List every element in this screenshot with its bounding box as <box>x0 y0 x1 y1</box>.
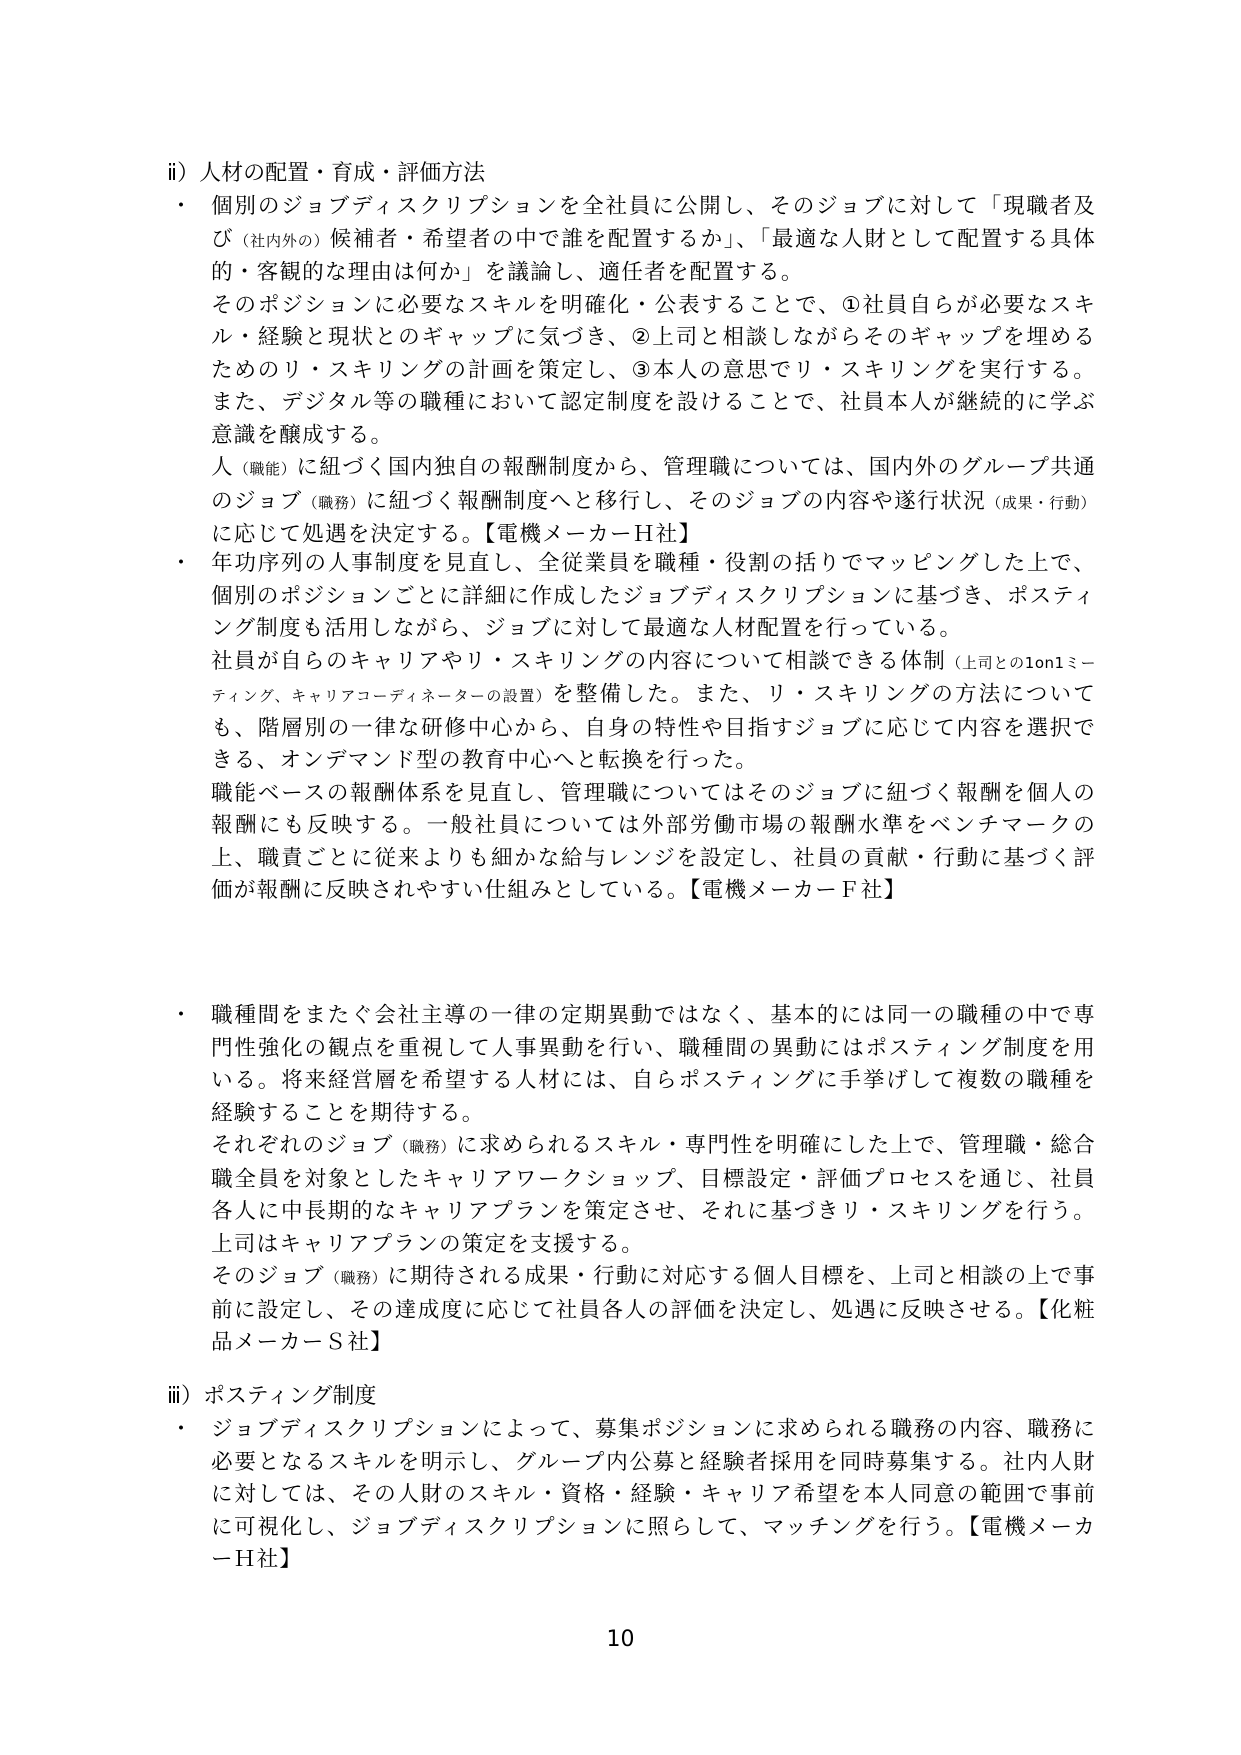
paragraph: 職能ベースの報酬体系を見直し、管理職についてはそのジョブに紐づく報酬を個人の報酬にも反映する。一般社員については外部労働市場の報酬水準をベンチマークの上、職責ごとに従来よりも細かな給与レンジを設定し、社員の貢献・行動に基づく評価が報酬に反映されやすい仕組みとしている。【電機メーカーＦ社】 <box>211 780 1096 903</box>
paragraph: 職種間をまたぐ会社主導の一律の定期異動ではなく、基本的には同一の職種の中で専門性強化の観点を重視して人事異動を行い、職種間の異動にはポスティング制度を用いる。将来経営層を希望する人材には、自らポスティングに手挙げして複数の職種を経験することを期待する。 <box>211 1003 1096 1126</box>
page-number: 10 <box>606 1627 635 1652</box>
paragraph: 社員が自らのキャリアやリ・スキリングの内容について相談できる体制（上司との1on1ミーティング、キャリアコーディネーターの設置）を整備した。また、リ・スキリングの方法についても、階層別の一律な研修中心から、自身の特性や目指すジョブに応じて内容を選択できる、オンデマンド型の教育中心へと転換を行った。 <box>211 648 1096 773</box>
list-item <box>211 548 1096 908</box>
paragraph: 個別のジョブディスクリプションを全社員に公開し、そのジョブに対して「現職者及び（社内外の）候補者・希望者の中で誰を配置するか」、「最適な人財として配置する具体的・客観的な理由は何か」を議論し、適任者を配置する。 <box>211 194 1097 285</box>
bullet-marker: ・ <box>170 1417 193 1442</box>
paragraph: それぞれのジョブ（職務）に求められるスキル・専門性を明確にした上で、管理職・総合職全員を対象としたキャリアワークショップ、目標設定・評価プロセスを通じ、社員各人に中長期的なキャリアプランを策定させ、それに基づきリ・スキリングを行う。上司はキャリアプランの策定を支援する。 <box>211 1133 1096 1257</box>
list-item <box>211 1414 1096 1577</box>
list-item <box>211 1000 1096 1360</box>
section-heading-iii: ⅲ）ポスティング制度 <box>167 1384 377 1409</box>
paragraph: 人（職能）に紐づく国内独自の報酬制度から、管理職については、国内外のグループ共通のジョブ（職務）に紐づく報酬制度へと移行し、そのジョブの内容や遂行状況（成果・行動）に応じて処遇を決定する。【電機メーカーＨ社】 <box>211 455 1096 547</box>
bullet-marker: ・ <box>170 194 193 219</box>
bullet-marker: ・ <box>170 1003 193 1028</box>
paragraph: ジョブディスクリプションによって、募集ポジションに求められる職務の内容、職務に必要となるスキルを明示し、グループ内公募と経験者採用を同時募集する。社内人財に対しては、その人財のスキル・資格・経験・キャリア希望を本人同意の範囲で事前に可視化し、ジョブディスクリプションに照らして、マッチングを行う。【電機メーカーＨ社】 <box>211 1417 1096 1572</box>
paragraph: そのポジションに必要なスキルを明確化・公表することで、①社員自らが必要なスキル・経験と現状とのギャップに気づき、②上司と相談しながらそのギャップを埋めるためのリ・スキリングの計画を策定し、③本人の意思でリ・スキリングを実行する。また、デジタル等の職種において認定制度を設けることで、社員本人が継続的に学ぶ意識を醸成する。 <box>211 292 1096 448</box>
section-heading-ii: ⅱ）人材の配置・育成・評価方法 <box>167 161 486 186</box>
paragraph: そのジョブ（職務）に期待される成果・行動に対応する個人目標を、上司と相談の上で事前に設定し、その達成度に応じて社員各人の評価を決定し、処遇に反映させる。【化粧品メーカーＳ社】 <box>211 1264 1096 1355</box>
bullet-marker: ・ <box>170 551 193 576</box>
paragraph: 年功序列の人事制度を見直し、全従業員を職種・役割の括りでマッピングした上で、個別のポジションごとに詳細に作成したジョブディスクリプションに基づき、ポスティング制度も活用しながら、ジョブに対して最適な人材配置を行っている。 <box>211 551 1096 641</box>
list-item <box>211 191 1096 552</box>
